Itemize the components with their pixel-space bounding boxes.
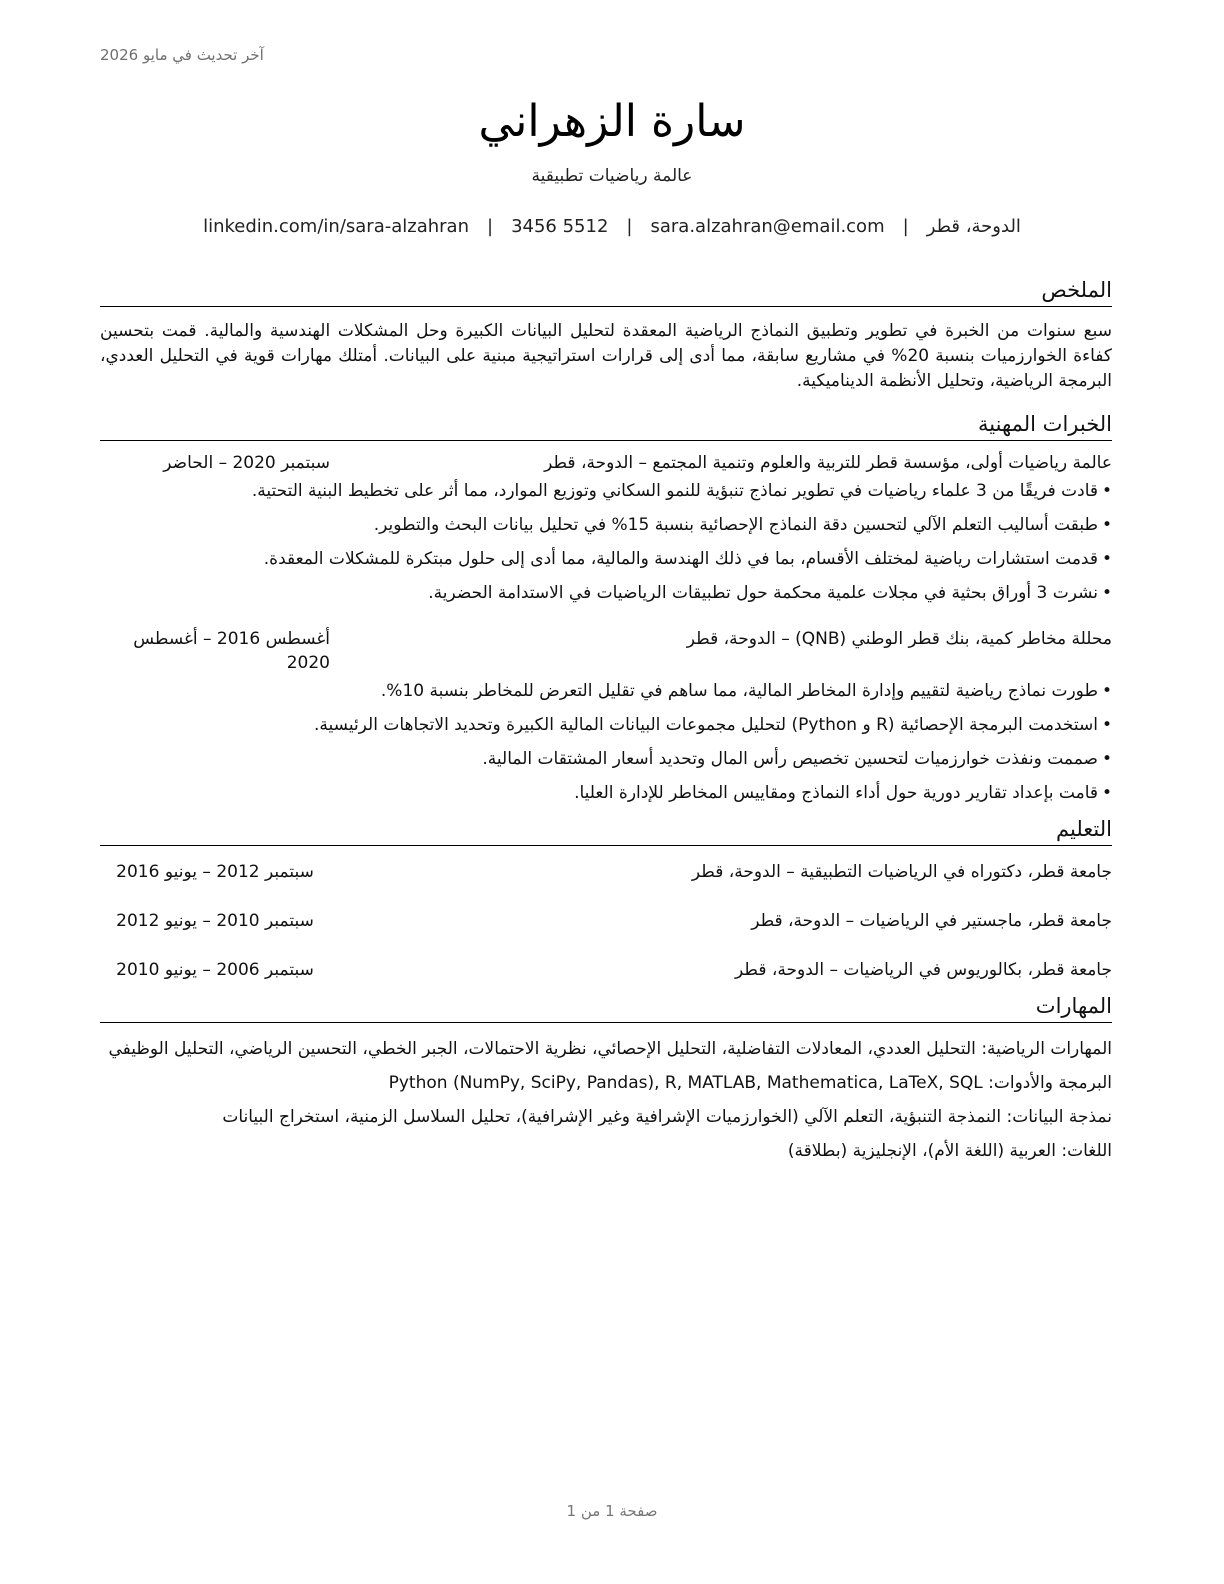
list-item: • طبقت أساليب التعلم الآلي لتحسين دقة النماذج الإحصائية بنسبة 15% في تحليل بيانات البحث والتطوير. (373, 515, 1112, 535)
list-item: • قادت فريقًا من 3 علماء رياضيات في تطوير نماذج تنبؤية للنمو السكاني وتوزيع الموارد، مما أثر على تخطيط البنية التحتية. (251, 481, 1112, 501)
education-entry (100, 860, 1112, 884)
summary-heading: الملخص (100, 276, 1112, 307)
contact-linkedin[interactable]: linkedin.com/in/sara-alzahran (203, 216, 469, 237)
skills-line: البرمجة والأدوات: Python (NumPy, SciPy, Pandas), R, MATLAB, Mathematica, LaTeX, SQL (388, 1073, 1112, 1093)
job-entry (100, 451, 1112, 605)
list-item: • نشرت 3 أوراق بحثية في مجلات علمية محكمة حول تطبيقات الرياضيات في الاستدامة الحضرية. (428, 583, 1112, 603)
education-section (100, 815, 1112, 982)
contact-location: الدوحة، قطر (926, 216, 1021, 237)
contact-separator: | (626, 216, 633, 237)
job-title: عالمة رياضيات تطبيقية (531, 166, 693, 186)
experience-section (100, 410, 1112, 805)
job-role: عالمة رياضيات أولى، مؤسسة قطر للتربية والعلوم وتنمية المجتمع – الدوحة، قطر (544, 453, 1112, 473)
resume-body (100, 276, 1112, 1173)
list-item: • قدمت استشارات رياضية لمختلف الأقسام، بما في ذلك الهندسة والمالية، مما أدى إلى حلول مبتكرة للمشكلات المعقدة. (263, 549, 1112, 569)
education-entry (100, 909, 1112, 933)
skills-heading: المهارات (100, 992, 1112, 1023)
list-item: • طورت نماذج رياضية لتقييم وإدارة المخاطر المالية، مما ساهم في تقليل التعرض للمخاطر بنسبة 10%. (380, 681, 1112, 701)
job-bullets (100, 479, 1112, 605)
job-role: محللة مخاطر كمية، بنك قطر الوطني (QNB) – الدوحة، قطر (686, 629, 1112, 649)
education-dates: سبتمبر 2006 – يونيو 2010 (116, 960, 314, 980)
education-dates: سبتمبر 2012 – يونيو 2016 (116, 862, 314, 882)
person-name: سارة الزهراني (478, 96, 746, 147)
skills-line: نمذجة البيانات: النمذجة التنبؤية، التعلم الآلي (الخوارزميات الإشرافية وغير الإشرافية)، تحليل السلاسل الزمنية، استخراج البيانات (222, 1107, 1112, 1127)
job-bullets (100, 679, 1112, 805)
contact-separator: | (902, 216, 909, 237)
skills-list (100, 1037, 1112, 1163)
last-updated-note: آخر تحديث في مايو 2026 (100, 46, 264, 64)
skills-section (100, 992, 1112, 1163)
education-degree: جامعة قطر، دكتوراه في الرياضيات التطبيقية – الدوحة، قطر (691, 862, 1112, 882)
education-entry (100, 958, 1112, 982)
list-item: • استخدمت البرمجة الإحصائية (R و Python) لتحليل مجموعات البيانات المالية الكبيرة وتحديد الاتجاهات الرئيسية. (314, 715, 1112, 735)
education-heading: التعليم (100, 815, 1112, 846)
contact-separator: | (486, 216, 494, 237)
skills-line: اللغات: العربية (اللغة الأم)، الإنجليزية (بطلاقة) (787, 1141, 1112, 1161)
summary-text: سبع سنوات من الخبرة في تطوير وتطبيق النماذج الرياضية المعقدة لتحليل البيانات الكبيرة وحل المشكلات الهندسية والمالية. قمت بتحسين كفاءة الخوارزميات بنسبة 20% في مشاريع سابقة، مما أدى إلى قرارات استراتيجية مبنية على البيانات. أمتلك مهارات قوية في التحليل العددي، البرمجة الرياضية، وتحليل الأنظمة الديناميكية. (100, 321, 1112, 391)
page-number: صفحة 1 من 1 (566, 1502, 658, 1520)
job-dates: أغسطس 2016 – أغسطس 2020 (133, 629, 330, 673)
job-dates: سبتمبر 2020 – الحاضر (163, 453, 330, 473)
skills-line: المهارات الرياضية: التحليل العددي، المعادلات التفاضلية، التحليل الإحصائي، نظرية الاحتمالات، الجبر الخطي، التحسين الرياضي، التحليل الوظيفي (108, 1039, 1112, 1059)
list-item: • قامت بإعداد تقارير دورية حول أداء النماذج ومقاييس المخاطر للإدارة العليا. (574, 783, 1112, 803)
education-dates: سبتمبر 2010 – يونيو 2012 (116, 911, 314, 931)
education-degree: جامعة قطر، ماجستير في الرياضيات – الدوحة، قطر (751, 911, 1112, 931)
list-item: • صممت ونفذت خوارزميات لتحسين تخصيص رأس المال وتحديد أسعار المشتقات المالية. (482, 749, 1112, 769)
summary-section (100, 276, 1112, 394)
contact-phone: 3456 5512 (511, 216, 609, 237)
experience-heading: الخبرات المهنية (100, 410, 1112, 441)
resume-header (0, 92, 1224, 237)
contact-line (0, 216, 1224, 237)
contact-email[interactable]: sara.alzahran@email.com (650, 216, 885, 237)
job-entry (100, 627, 1112, 805)
education-degree: جامعة قطر، بكالوريوس في الرياضيات – الدوحة، قطر (735, 960, 1112, 980)
